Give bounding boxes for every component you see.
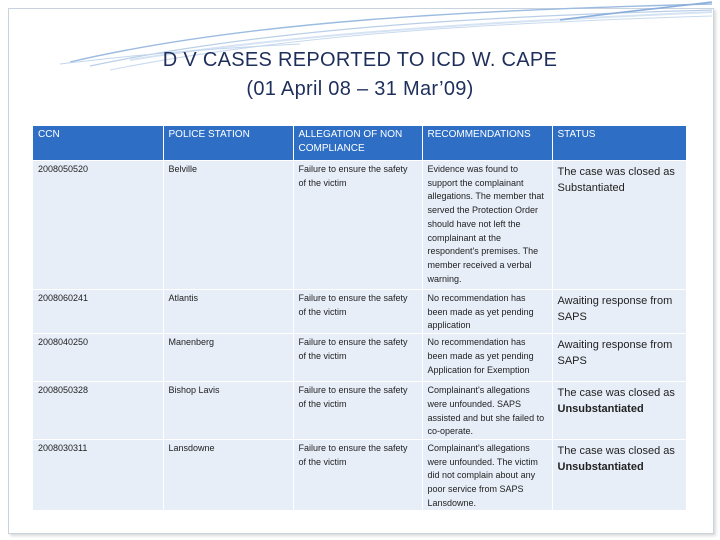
allegation-cell: Failure to ensure the safety of the victim [293,161,422,290]
header-allegation: ALLEGATION OF NON COMPLIANCE [293,126,422,161]
recommendation-cell: No recommendation has been made as yet pending Application for Exemption [422,334,552,382]
ccn-cell: 2008050520 [33,161,163,290]
allegation-cell: Failure to ensure the safety of the victim [293,439,422,510]
header-ccn: CCN [33,126,163,161]
status-outcome: Unsubstantiated [557,403,644,416]
allegation-cell: Failure to ensure the safety of the victim [293,382,422,440]
header-police-station: POLICE STATION [163,126,293,161]
slide-title: D V CASES REPORTED TO ICD W. CAPE [162,49,558,71]
station-cell: Lansdowne [163,439,293,510]
status-outcome: Unsubstantiated [557,460,644,473]
status-text: The case was closed as [557,444,675,457]
table-row [33,334,686,382]
status-text: Awaiting response from SAPS [557,295,673,323]
allegation-cell: Failure to ensure the safety of the victim [293,334,422,382]
status-cell [552,439,686,510]
header-recommendations: RECOMMENDATIONS [422,126,552,161]
recommendation-cell: Evidence was found to support the complainant allegations. The member that served the Protection Order should have not left the complainant at the respondent's premises. The member received a verbal warning. [422,161,552,290]
table-row [33,290,686,334]
status-text: The case was closed as [557,166,675,178]
allegation-cell: Failure to ensure the safety of the victim [293,290,422,334]
cases-table [33,126,687,510]
ccn-cell: 2008050328 [33,382,163,440]
status-text: The case was closed as [557,387,675,400]
ccn-cell: 2008030311 [33,439,163,510]
table-row [33,382,686,440]
status-cell [552,334,686,382]
ccn-cell: 2008060241 [33,290,163,334]
status-cell [552,161,686,290]
station-cell: Bishop Lavis [163,382,293,440]
station-cell: Manenberg [163,334,293,382]
status-outcome: Substantiated [557,182,625,194]
station-cell: Atlantis [163,290,293,334]
status-cell [552,290,686,334]
station-cell: Belville [163,161,293,290]
table-row [33,439,686,510]
slide-subtitle: (01 April 08 – 31 Mar’09) [246,78,474,100]
ccn-cell: 2008040250 [33,334,163,382]
recommendation-cell: Complainant's allegations were unfounded. SAPS assisted and but she failed to co-operate. [422,382,552,440]
header-status: STATUS [552,126,686,161]
table-row [33,161,686,290]
recommendation-cell: No recommendation has been made as yet pending application [422,290,552,334]
table-header-row [33,126,686,161]
status-text: Awaiting response from SAPS [557,339,673,368]
status-cell [552,382,686,440]
recommendation-cell: Complainant's allegations were unfounded. The victim did not complain about any poor service from SAPS Lansdowne. [422,439,552,510]
